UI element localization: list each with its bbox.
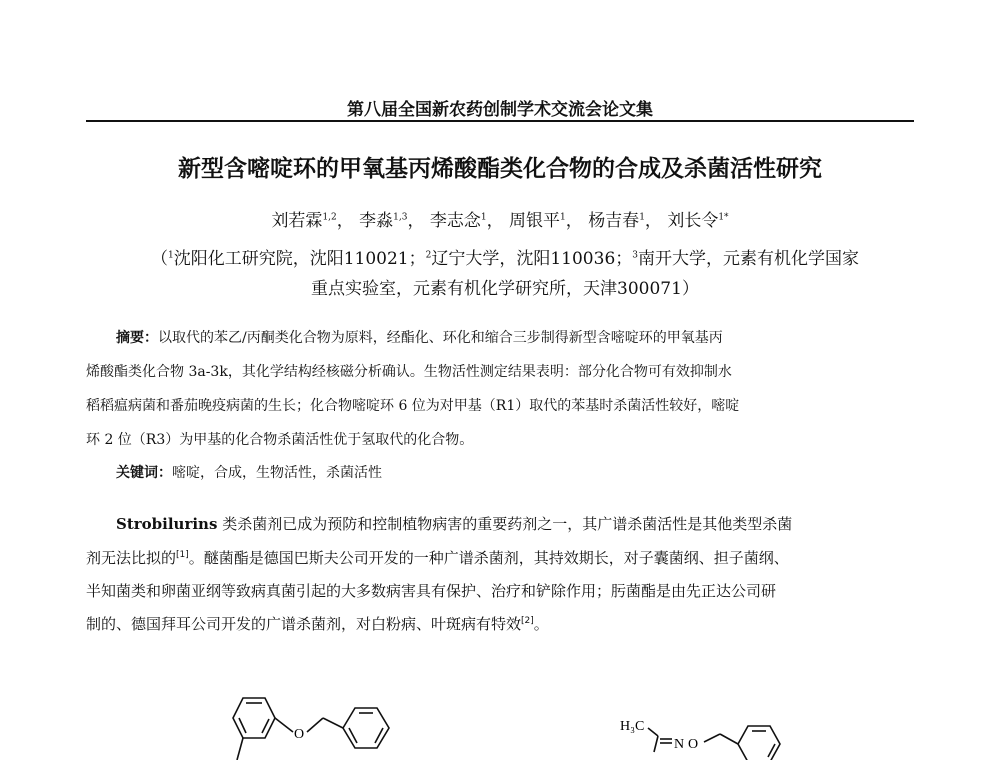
abstract-line-3: 稻稻瘟病菌和番茄晚疫病菌的生长；化合物嘧啶环 6 位为对甲基（R1）取代的苯基时杀菌活性较好，嘧啶 <box>86 398 740 414</box>
abstract-text: 以取代的苯乙/丙酮类化合物为原料，经酯化、环化和缩合三步制得新型含嘧啶环的甲氧基丙 <box>158 330 723 346</box>
header-rule <box>86 120 914 122</box>
aff-paren: （ <box>150 249 168 269</box>
author-list <box>0 206 1000 231</box>
body-text: 制的、德国拜耳公司开发的广谱杀菌剂，对白粉病、叶斑病有特效 <box>86 615 522 633</box>
aff-text: 沈阳化工研究院，沈阳110021； <box>173 249 426 269</box>
author-sep: ， <box>644 211 662 231</box>
body-text: 剂无法比拟的 <box>86 549 177 567</box>
citation-ref: [2] <box>521 616 534 626</box>
body-line-4 <box>86 613 914 634</box>
author-name: 李志念 <box>429 211 481 231</box>
proceedings-title: 第八届全国新农药创制学术交流会论文集 <box>347 100 653 120</box>
author-affil-sup: 1 <box>560 212 566 223</box>
author-affil-sup: 1* <box>718 212 729 223</box>
oxygen-atom-label: O <box>294 727 305 742</box>
affiliation-line-1 <box>100 244 910 269</box>
author-name: 刘若霖 <box>271 211 323 231</box>
abstract-line-1 <box>116 327 914 347</box>
author-sep: ， <box>565 211 583 231</box>
body-line-1 <box>116 513 914 534</box>
author-affil-sup: 1,3 <box>393 212 408 223</box>
oxygen-atom-label: O <box>688 737 699 752</box>
aff-text: 南开大学，元素有机化学国家 <box>638 249 859 269</box>
keywords-text: 嘧啶，合成，生物活性，杀菌活性 <box>172 465 382 481</box>
abstract-label: 摘要： <box>116 330 158 346</box>
author-sep: ， <box>407 211 425 231</box>
body-line-3: 半知菌类和卵菌亚纲等致病真菌引起的大多数病害具有保护、治疗和铲除作用；肟菌酯是由先正达公司研 <box>86 582 777 600</box>
author-name: 杨吉春 <box>588 211 640 231</box>
aff-sup: 1 <box>167 250 174 261</box>
author-affil-sup: 1,2 <box>322 212 337 223</box>
citation-ref: [1] <box>176 550 189 560</box>
strobilurins-term: Strobilurins <box>116 515 218 533</box>
author-sep: ， <box>336 211 354 231</box>
aff-text: 辽宁大学，沈阳110036； <box>431 249 633 269</box>
author-sep: ， <box>486 211 504 231</box>
body-text: 类杀菌剂已成为预防和控制植物病害的重要药剂之一，其广谱杀菌活性是其他类型杀菌 <box>217 515 793 533</box>
body-text: 。 <box>533 615 549 633</box>
chem-structure-left <box>215 688 415 760</box>
affiliation-line-2: 重点实验室，元素有机化学研究所，天津300071） <box>311 279 699 299</box>
abstract-line-2: 烯酸酯类化合物 3a-3k，其化学结构经核磁分析确认。生物活性测定结果表明：部分化合物可有效抑制水 <box>86 364 732 380</box>
keywords-label: 关键词： <box>116 465 172 481</box>
chem-structure-right <box>620 710 800 760</box>
keywords <box>116 462 914 482</box>
author-affil-sup: 1 <box>639 212 645 223</box>
paper-title: 新型含嘧啶环的甲氧基丙烯酸酯类化合物的合成及杀菌活性研究 <box>178 156 822 182</box>
aff-sup: 3 <box>632 250 638 261</box>
body-text: 。醚菌酯是德国巴斯夫公司开发的一种广谱杀菌剂，其持效期长，对子囊菌纲、担子菌纲、 <box>188 549 789 567</box>
body-line-2 <box>86 547 914 568</box>
aff-sup: 2 <box>425 250 432 261</box>
nitrogen-atom-label: N <box>674 737 685 752</box>
author-name: 周银平 <box>509 211 561 231</box>
author-affil-sup: 1 <box>480 212 487 223</box>
author-name: 李淼 <box>359 211 394 231</box>
methyl-group-label: H₃C <box>620 719 645 734</box>
abstract-line-4: 环 2 位（R3）为甲基的化合物杀菌活性优于氢取代的化合物。 <box>86 432 474 448</box>
author-name: 刘长令 <box>667 211 719 231</box>
